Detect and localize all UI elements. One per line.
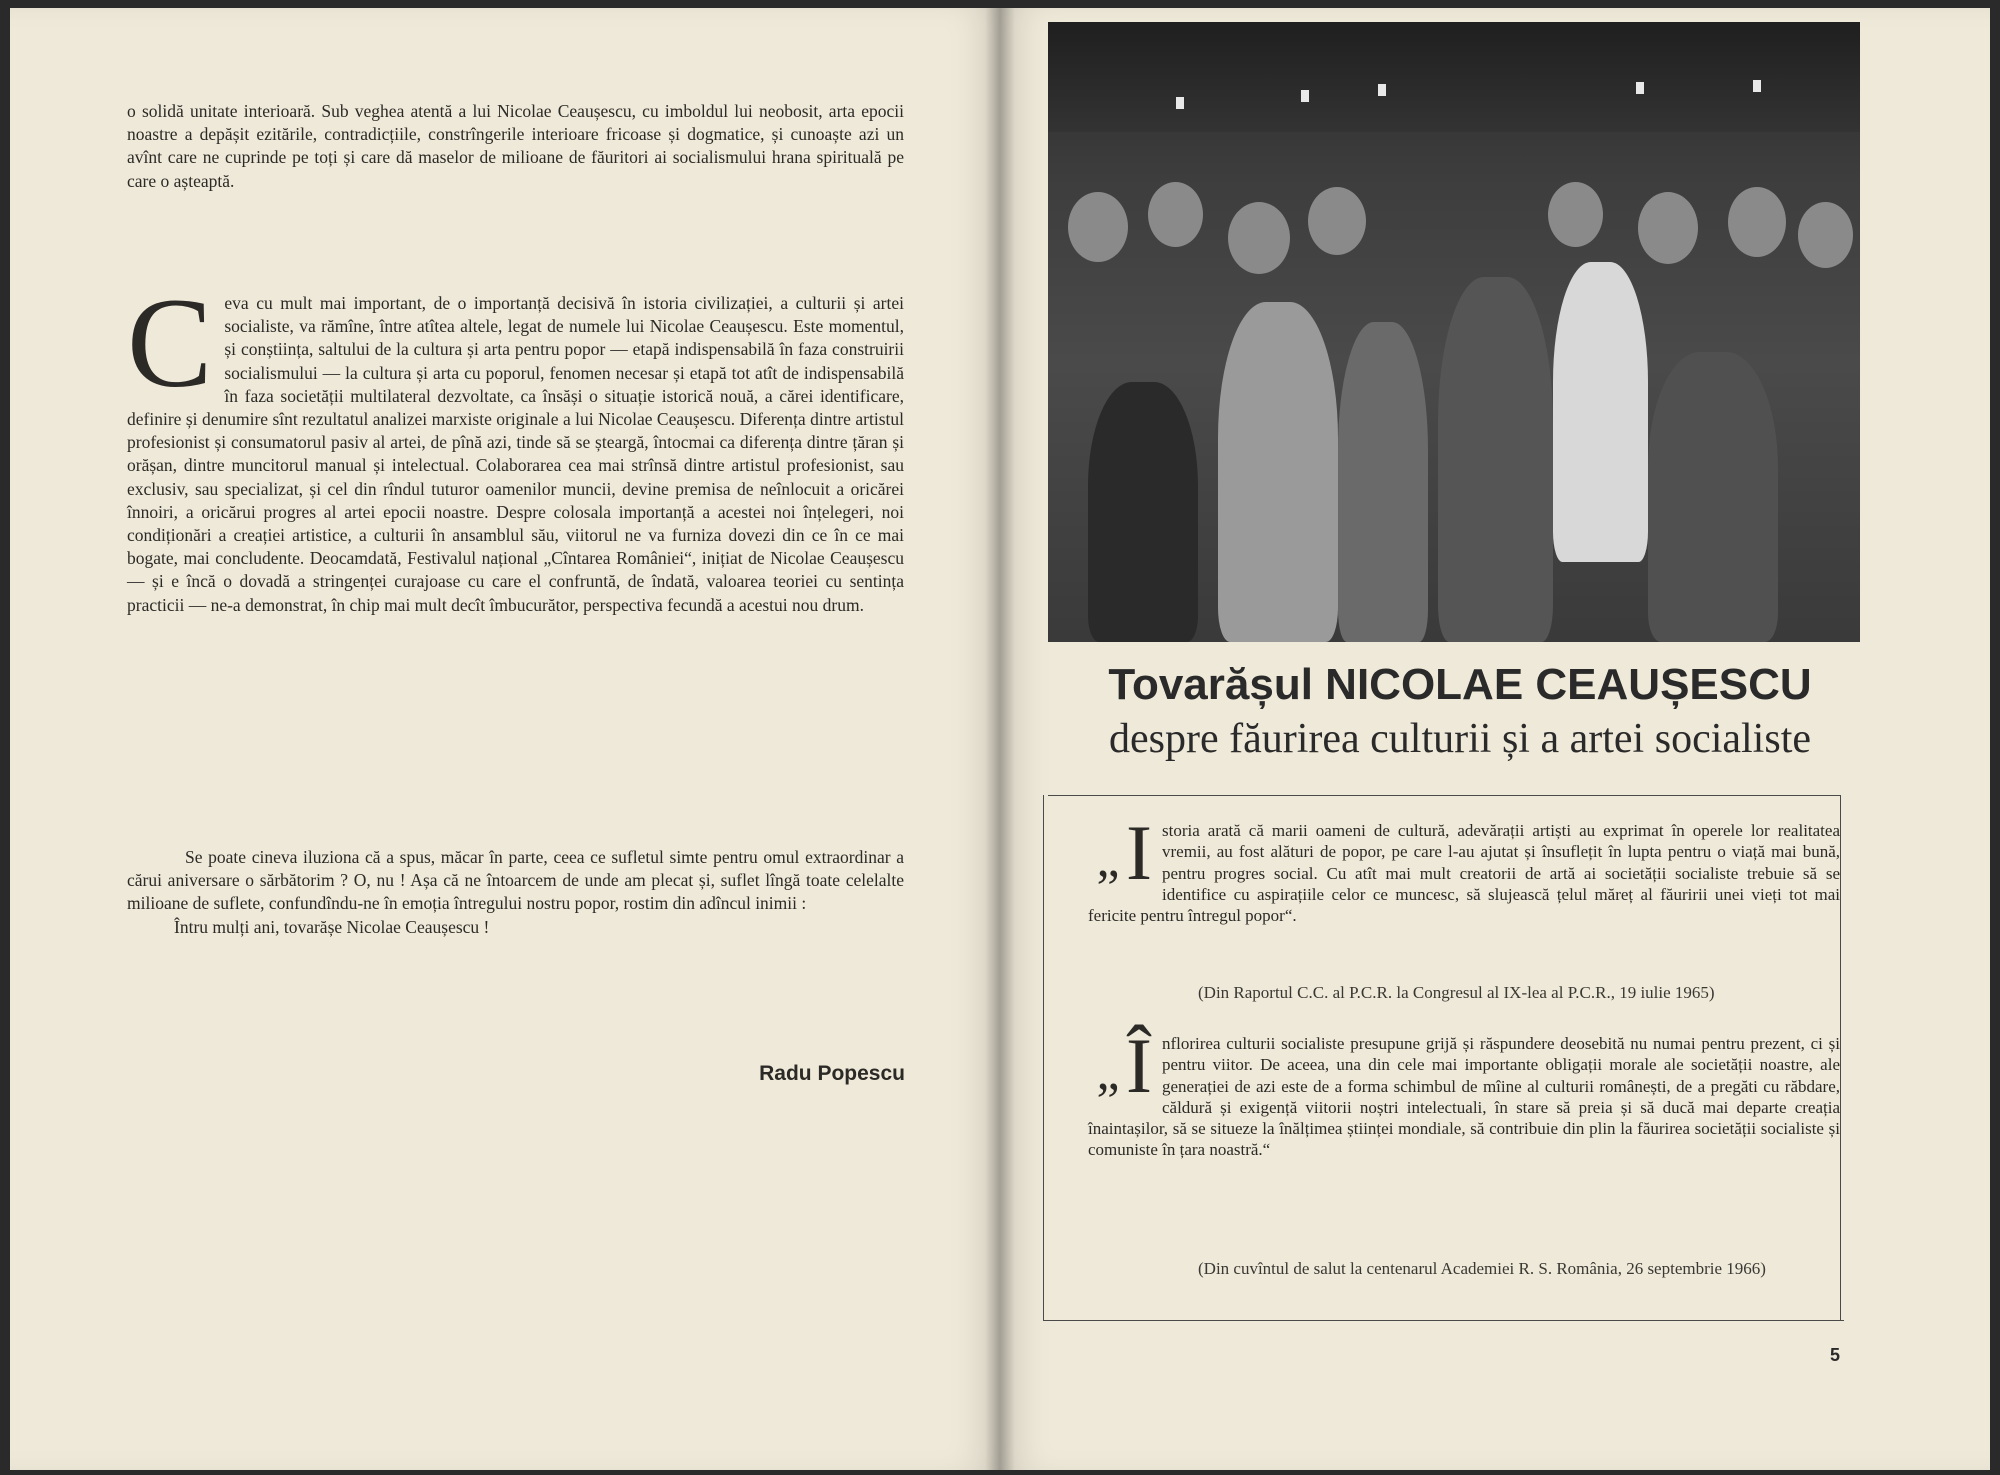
- ceiling-light: [1301, 90, 1309, 102]
- crowd-figure: [1148, 182, 1203, 247]
- quote-box-right-border: [1840, 795, 1841, 1320]
- closing-section: [127, 846, 904, 939]
- birthday-wish: Întru mulți ani, tovarășe Nicolae Ceaușescu !: [174, 916, 490, 937]
- quote-mark: „: [1096, 831, 1120, 888]
- woman-in-white: [1553, 262, 1648, 562]
- intro-paragraph: o solidă unitate interioară. Sub veghea atentă a lui Nicolae Ceaușescu, cu imboldul lui neobosit, arta epocii noastre a depășit ezitările, contradicțiile, constrîngerile interioare fricoase și dogmatice, și cunoaște azi un avînt care ne cuprinde pe toți și care dă maselor de milioane de făuritori ai socialismului hrana spirituală pe care o așteaptă.: [127, 101, 904, 191]
- page-number: 5: [1829, 1345, 1840, 1365]
- crowd-figure: [1638, 192, 1698, 264]
- quote-2: [1088, 1022, 1840, 1161]
- foreground-figure: [1088, 382, 1198, 642]
- drop-cap: C: [127, 272, 213, 414]
- ceiling-light: [1753, 80, 1761, 92]
- crowd-figure: [1068, 192, 1128, 262]
- quote-2-source: (Din cuvîntul de salut la centenarul Academiei R. S. România, 26 septembrie 1966): [1198, 1259, 1766, 1278]
- applauding-man: [1218, 302, 1338, 642]
- crowd-figure: [1548, 182, 1603, 247]
- quote-mark: „: [1096, 1044, 1120, 1101]
- article-title: Tovarășul NICOLAE CEAUȘESCU: [1108, 660, 1812, 709]
- crowd-figure: [1728, 187, 1786, 257]
- ceiling-light: [1176, 97, 1184, 109]
- closing-paragraph: Se poate cineva iluziona că a spus, măcar în parte, ceea ce sufletul simte pentru omul extraordinar a cărui aniversare o sărbătorim ? O, nu ! Așa că ne întoarcem de unde am plecat și, suflet lîngă toate celelalte milioane de suflete, confundîndu-ne în emoția întregului nostru popor, rostim din adîncul inimii :: [127, 847, 904, 914]
- main-paragraph-text: eva cu mult mai important, de o importanță decisivă în istoria civilizației, a culturii și artei socialiste, va rămîne, între atîtea altele, legat de numele lui Nicolae Ceaușescu. Este momentul, și conștiința, saltului de la cultura și arta pentru popor — etapă indispensabilă în faza construirii socialismului — la cultura și arta cu poporul, fenomen necesar și etapă tot atît de indispensabilă în faza societății multilateral dezvoltate, ca însăși o situație istorică nouă, a cărei identificare, definire și denumire sînt rezultatul analizei marxiste originale a lui Nicolae Ceaușescu. Diferența dintre artistul profesionist și consumatorul pasiv al artei, de pînă azi, tinde să se șteargă, întocmai ca diferența dintre țăran și orășan, dintre muncitorul manual și intelectual. Colaborarea cea mai strînsă dintre artistul profesionist, sau exclusiv, sau specializat, și cel din rîndul tuturor oamenilor muncii, devine premisa de neînlocuit a oricărei înnoiri, a oricărui progres al artei epocii noastre. Despre colosala importanță a acestei noi înțelegeri, noi condiționări a creației artistice, a culturii în ansamblul său, viitorul ne va furniza dovezi din ce în ce mai bogate, mai concludente. Deocamdată, Festivalul național „Cîntarea României“, inițiat de Nicolae Ceaușescu — și e încă o dovadă a stringenței curajoase cu care el confruntă, de îndată, valoarea teoriei cu sentința practicii — ne-a demonstrat, în chip mai mult decît îmbucurător, perspectiva fecundă a acestui nou drum.: [127, 293, 904, 615]
- crowd-figure: [1228, 202, 1290, 274]
- foreground-figure: [1648, 352, 1778, 642]
- crowd-figure: [1308, 187, 1366, 255]
- quote-1-source: (Din Raportul C.C. al P.C.R. la Congresul al IX-lea al P.C.R., 19 iulie 1965): [1198, 983, 1715, 1002]
- central-figure: [1438, 277, 1553, 642]
- ceiling-light: [1636, 82, 1644, 94]
- main-paragraph: [127, 272, 904, 617]
- author-signature: Radu Popescu: [759, 1062, 905, 1085]
- left-page: [10, 8, 1000, 1470]
- foreground-figure: [1338, 322, 1428, 642]
- quote-text: storia arată că marii oameni de cultură, adevărații artiști au exprimat în operele lor realitatea vremii, au fost alături de popor, pe care l-au ajutat și însuflețit în lupta pentru o viață mai bună, pentru progres social. Cu atît mai mult creatorii de artă ai societății socialiste trebuie să se identifice cu aspirațiile celor ce muncesc, să slujească țelul măreț al făuririi unei vieți tot mai fericite pentru întregul popor“.: [1088, 821, 1840, 926]
- photo-ceiling: [1048, 22, 1860, 132]
- quote-initial: I: [1126, 809, 1152, 896]
- book-gutter: [985, 8, 1015, 1470]
- event-photo: [1048, 22, 1860, 642]
- article-subtitle: despre făurirea culturii și a artei socialiste: [1108, 716, 1812, 762]
- quote-1: [1088, 809, 1840, 926]
- quote-initial: Î: [1126, 1022, 1152, 1109]
- ceiling-light: [1378, 84, 1386, 96]
- crowd-figure: [1798, 202, 1853, 268]
- quote-text: nflorirea culturii socialiste presupune grijă și răspundere deosebită nu numai pentru prezent, ci și pentru viitor. De aceea, una din cele mai importante obligații morale ale societății noastre, ale generației de azi este de a forma schimbul de mîine al culturii românești, de a pregăti cu răbdare, căldură și exigență viitorii noștri intelectuali, în stare să preia și să ducă mai departe creația înaintașilor, să se situeze la înălțimea științei mondiale, să contribuie din plin la făurirea societății socialiste și comuniste în țara noastră.“: [1088, 1034, 1840, 1160]
